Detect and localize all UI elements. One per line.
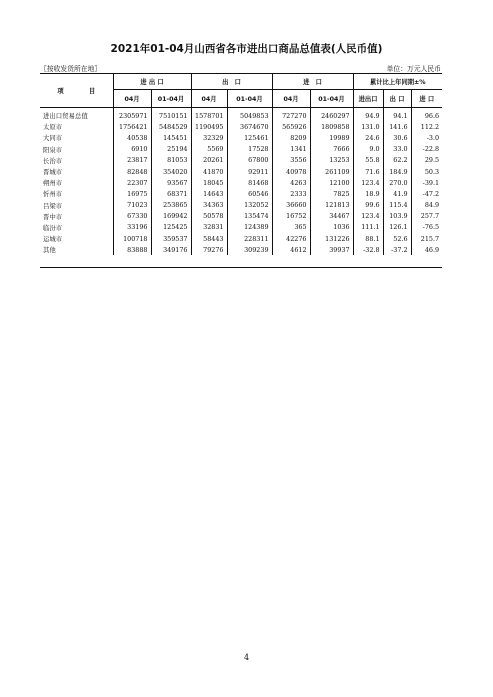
table-cell: 16752 — [272, 211, 310, 222]
table-cell: 253865 — [151, 200, 191, 211]
table-cell: 270.0 — [383, 177, 411, 188]
table-cell: -37.2 — [383, 244, 411, 255]
table-cell: 132052 — [227, 200, 272, 211]
table-cell: 23817 — [113, 155, 151, 166]
table-row — [40, 132, 442, 143]
table-cell: 99.6 — [353, 200, 383, 211]
table-cell: 42276 — [272, 233, 310, 244]
table-cell: 565926 — [272, 121, 310, 132]
table-cell: 121813 — [310, 200, 353, 211]
table-row — [40, 233, 442, 244]
row-label: 进出口贸易总值 — [43, 112, 88, 121]
table-cell: -39.1 — [411, 177, 442, 188]
table-cell: -3.0 — [411, 132, 442, 143]
table-cell: 17528 — [227, 144, 272, 155]
row-label: 长治市 — [43, 156, 63, 165]
table-row — [40, 155, 442, 166]
header-sub: 04月 — [272, 90, 310, 108]
table-cell: -32.8 — [353, 244, 383, 255]
table-cell: 112.2 — [411, 121, 442, 132]
table-cell: 20261 — [191, 155, 227, 166]
table-cell: 39937 — [310, 244, 353, 255]
table-cell: 58443 — [191, 233, 227, 244]
table-row — [40, 188, 442, 199]
row-label: 吕梁市 — [43, 201, 63, 210]
table-cell: 100718 — [113, 233, 151, 244]
table-cell: 22307 — [113, 177, 151, 188]
table-cell: 5569 — [191, 144, 227, 155]
table-cell: 103.9 — [383, 211, 411, 222]
table-cell: 7666 — [310, 144, 353, 155]
table-cell: 60546 — [227, 188, 272, 199]
table-cell: 5484529 — [151, 121, 191, 132]
table-cell: 29.5 — [411, 155, 442, 166]
table-cell: 32831 — [191, 222, 227, 233]
row-label: 忻州市 — [43, 190, 63, 199]
table-body — [40, 108, 442, 256]
table-cell: -76.5 — [411, 222, 442, 233]
table-cell: 1036 — [310, 222, 353, 233]
table-cell: 32329 — [191, 132, 227, 143]
table-cell: 18.9 — [353, 188, 383, 199]
table-cell: 94.9 — [353, 108, 383, 122]
table-cell: 7510151 — [151, 108, 191, 122]
table-cell: 82848 — [113, 166, 151, 177]
table-cell: 125461 — [227, 132, 272, 143]
table-cell: 67800 — [227, 155, 272, 166]
table-cell: 124389 — [227, 222, 272, 233]
table-cell: 1809858 — [310, 121, 353, 132]
source-note: 〖按收发货所在地〗 — [40, 65, 102, 73]
table-cell: 81468 — [227, 177, 272, 188]
table-cell: 727270 — [272, 108, 310, 122]
table-cell: 52.6 — [383, 233, 411, 244]
page-number: 4 — [243, 653, 250, 662]
row-label: 大同市 — [43, 134, 63, 143]
table-row — [40, 166, 442, 177]
table-cell: 228311 — [227, 233, 272, 244]
table-cell: 93567 — [151, 177, 191, 188]
header-sub: 01-04月 — [227, 90, 272, 108]
table-cell: 359537 — [151, 233, 191, 244]
table-cell: 62.2 — [383, 155, 411, 166]
bottom-rule — [40, 267, 442, 268]
table-cell: 14643 — [191, 188, 227, 199]
table-cell: 131.0 — [353, 121, 383, 132]
table-cell: 50.3 — [411, 166, 442, 177]
header-sub: 出 口 — [383, 90, 411, 108]
table-row — [40, 211, 442, 222]
table-cell: 34363 — [191, 200, 227, 211]
table-cell: 8209 — [272, 132, 310, 143]
table-cell: 1756421 — [113, 121, 151, 132]
table-cell: 257.7 — [411, 211, 442, 222]
table-cell: 40538 — [113, 132, 151, 143]
table-cell: 184.9 — [383, 166, 411, 177]
table-cell: 40978 — [272, 166, 310, 177]
page-title: 2021年01-04月山西省各市进出口商品总值表(人民币值) — [110, 43, 383, 55]
table-cell: 5049853 — [227, 108, 272, 122]
table-cell: 34467 — [310, 211, 353, 222]
table-cell: 71023 — [113, 200, 151, 211]
table-cell: 1190495 — [191, 121, 227, 132]
table-cell: 30.6 — [383, 132, 411, 143]
table-cell: 83888 — [113, 244, 151, 255]
row-label: 晋中市 — [43, 212, 63, 221]
table-cell: 6910 — [113, 144, 151, 155]
table-cell: 33.0 — [383, 144, 411, 155]
table-cell: 13253 — [310, 155, 353, 166]
table-cell: 135474 — [227, 211, 272, 222]
table-cell: 2333 — [272, 188, 310, 199]
header-sub: 04月 — [113, 90, 151, 108]
table-cell: 18045 — [191, 177, 227, 188]
row-label: 临汾市 — [43, 223, 63, 232]
table-cell: 309239 — [227, 244, 272, 255]
table-cell: 67330 — [113, 211, 151, 222]
table-cell: 141.6 — [383, 121, 411, 132]
table-cell: 46.9 — [411, 244, 442, 255]
table-cell: 3556 — [272, 155, 310, 166]
table-cell: -22.8 — [411, 144, 442, 155]
table-cell: 2305971 — [113, 108, 151, 122]
table-cell: 349176 — [151, 244, 191, 255]
table-cell: 19989 — [310, 132, 353, 143]
table-cell: 3674670 — [227, 121, 272, 132]
row-label: 太原市 — [43, 123, 63, 132]
header-sub: 进 口 — [411, 90, 442, 108]
table-cell: 68371 — [151, 188, 191, 199]
table-cell: 7825 — [310, 188, 353, 199]
unit-note: 单位：万元人民币 — [386, 65, 441, 73]
table-cell: 4263 — [272, 177, 310, 188]
table-cell: 71.6 — [353, 166, 383, 177]
row-label: 阳泉市 — [43, 145, 63, 154]
table-cell: 1578701 — [191, 108, 227, 122]
table-row — [40, 121, 442, 132]
header-group-export: 出 口 — [191, 73, 272, 90]
table-cell: 50578 — [191, 211, 227, 222]
table-row — [40, 222, 442, 233]
table-cell: 2460297 — [310, 108, 353, 122]
table-cell: 145451 — [151, 132, 191, 143]
row-label: 朔州市 — [43, 179, 63, 188]
table-cell: 111.1 — [353, 222, 383, 233]
table-cell: 12100 — [310, 177, 353, 188]
row-label: 运城市 — [43, 235, 63, 244]
table-row — [40, 144, 442, 155]
table-cell: 16975 — [113, 188, 151, 199]
row-label: 其他 — [43, 246, 56, 255]
table-cell: 33196 — [113, 222, 151, 233]
table-cell: 81053 — [151, 155, 191, 166]
table-cell: -47.2 — [411, 188, 442, 199]
table-row — [40, 244, 442, 255]
header-group-import: 进 口 — [272, 73, 353, 90]
table-cell: 123.4 — [353, 177, 383, 188]
table-cell: 9.0 — [353, 144, 383, 155]
table-cell: 24.6 — [353, 132, 383, 143]
table-cell: 215.7 — [411, 233, 442, 244]
table-cell: 79276 — [191, 244, 227, 255]
table-cell: 4612 — [272, 244, 310, 255]
header-group-total: 进 出 口 — [113, 73, 191, 90]
table-cell: 354020 — [151, 166, 191, 177]
table-cell: 41.9 — [383, 188, 411, 199]
table-cell: 25194 — [151, 144, 191, 155]
table-cell: 36660 — [272, 200, 310, 211]
table-cell: 261109 — [310, 166, 353, 177]
row-label: 晋城市 — [43, 168, 63, 177]
table-cell: 115.4 — [383, 200, 411, 211]
header-sub: 01-04月 — [310, 90, 353, 108]
table-row — [40, 108, 442, 122]
table-cell: 365 — [272, 222, 310, 233]
header-sub: 进出口 — [353, 90, 383, 108]
table-cell: 92911 — [227, 166, 272, 177]
table-cell: 94.1 — [383, 108, 411, 122]
table-cell: 88.1 — [353, 233, 383, 244]
table-cell: 126.1 — [383, 222, 411, 233]
table-cell: 131226 — [310, 233, 353, 244]
header-group-change: 累计比上年同期±% — [353, 73, 442, 90]
header-sub: 01-04月 — [151, 90, 191, 108]
header-sub: 04月 — [191, 90, 227, 108]
table-cell: 1341 — [272, 144, 310, 155]
table-cell: 125425 — [151, 222, 191, 233]
table-row — [40, 177, 442, 188]
table-row — [40, 200, 442, 211]
table-cell: 169942 — [151, 211, 191, 222]
table-cell: 84.9 — [411, 200, 442, 211]
trade-table — [40, 73, 442, 255]
header-item: 项 目 — [40, 73, 113, 108]
table-cell: 41870 — [191, 166, 227, 177]
table-cell: 123.4 — [353, 211, 383, 222]
table-cell: 55.8 — [353, 155, 383, 166]
table-cell: 96.6 — [411, 108, 442, 122]
